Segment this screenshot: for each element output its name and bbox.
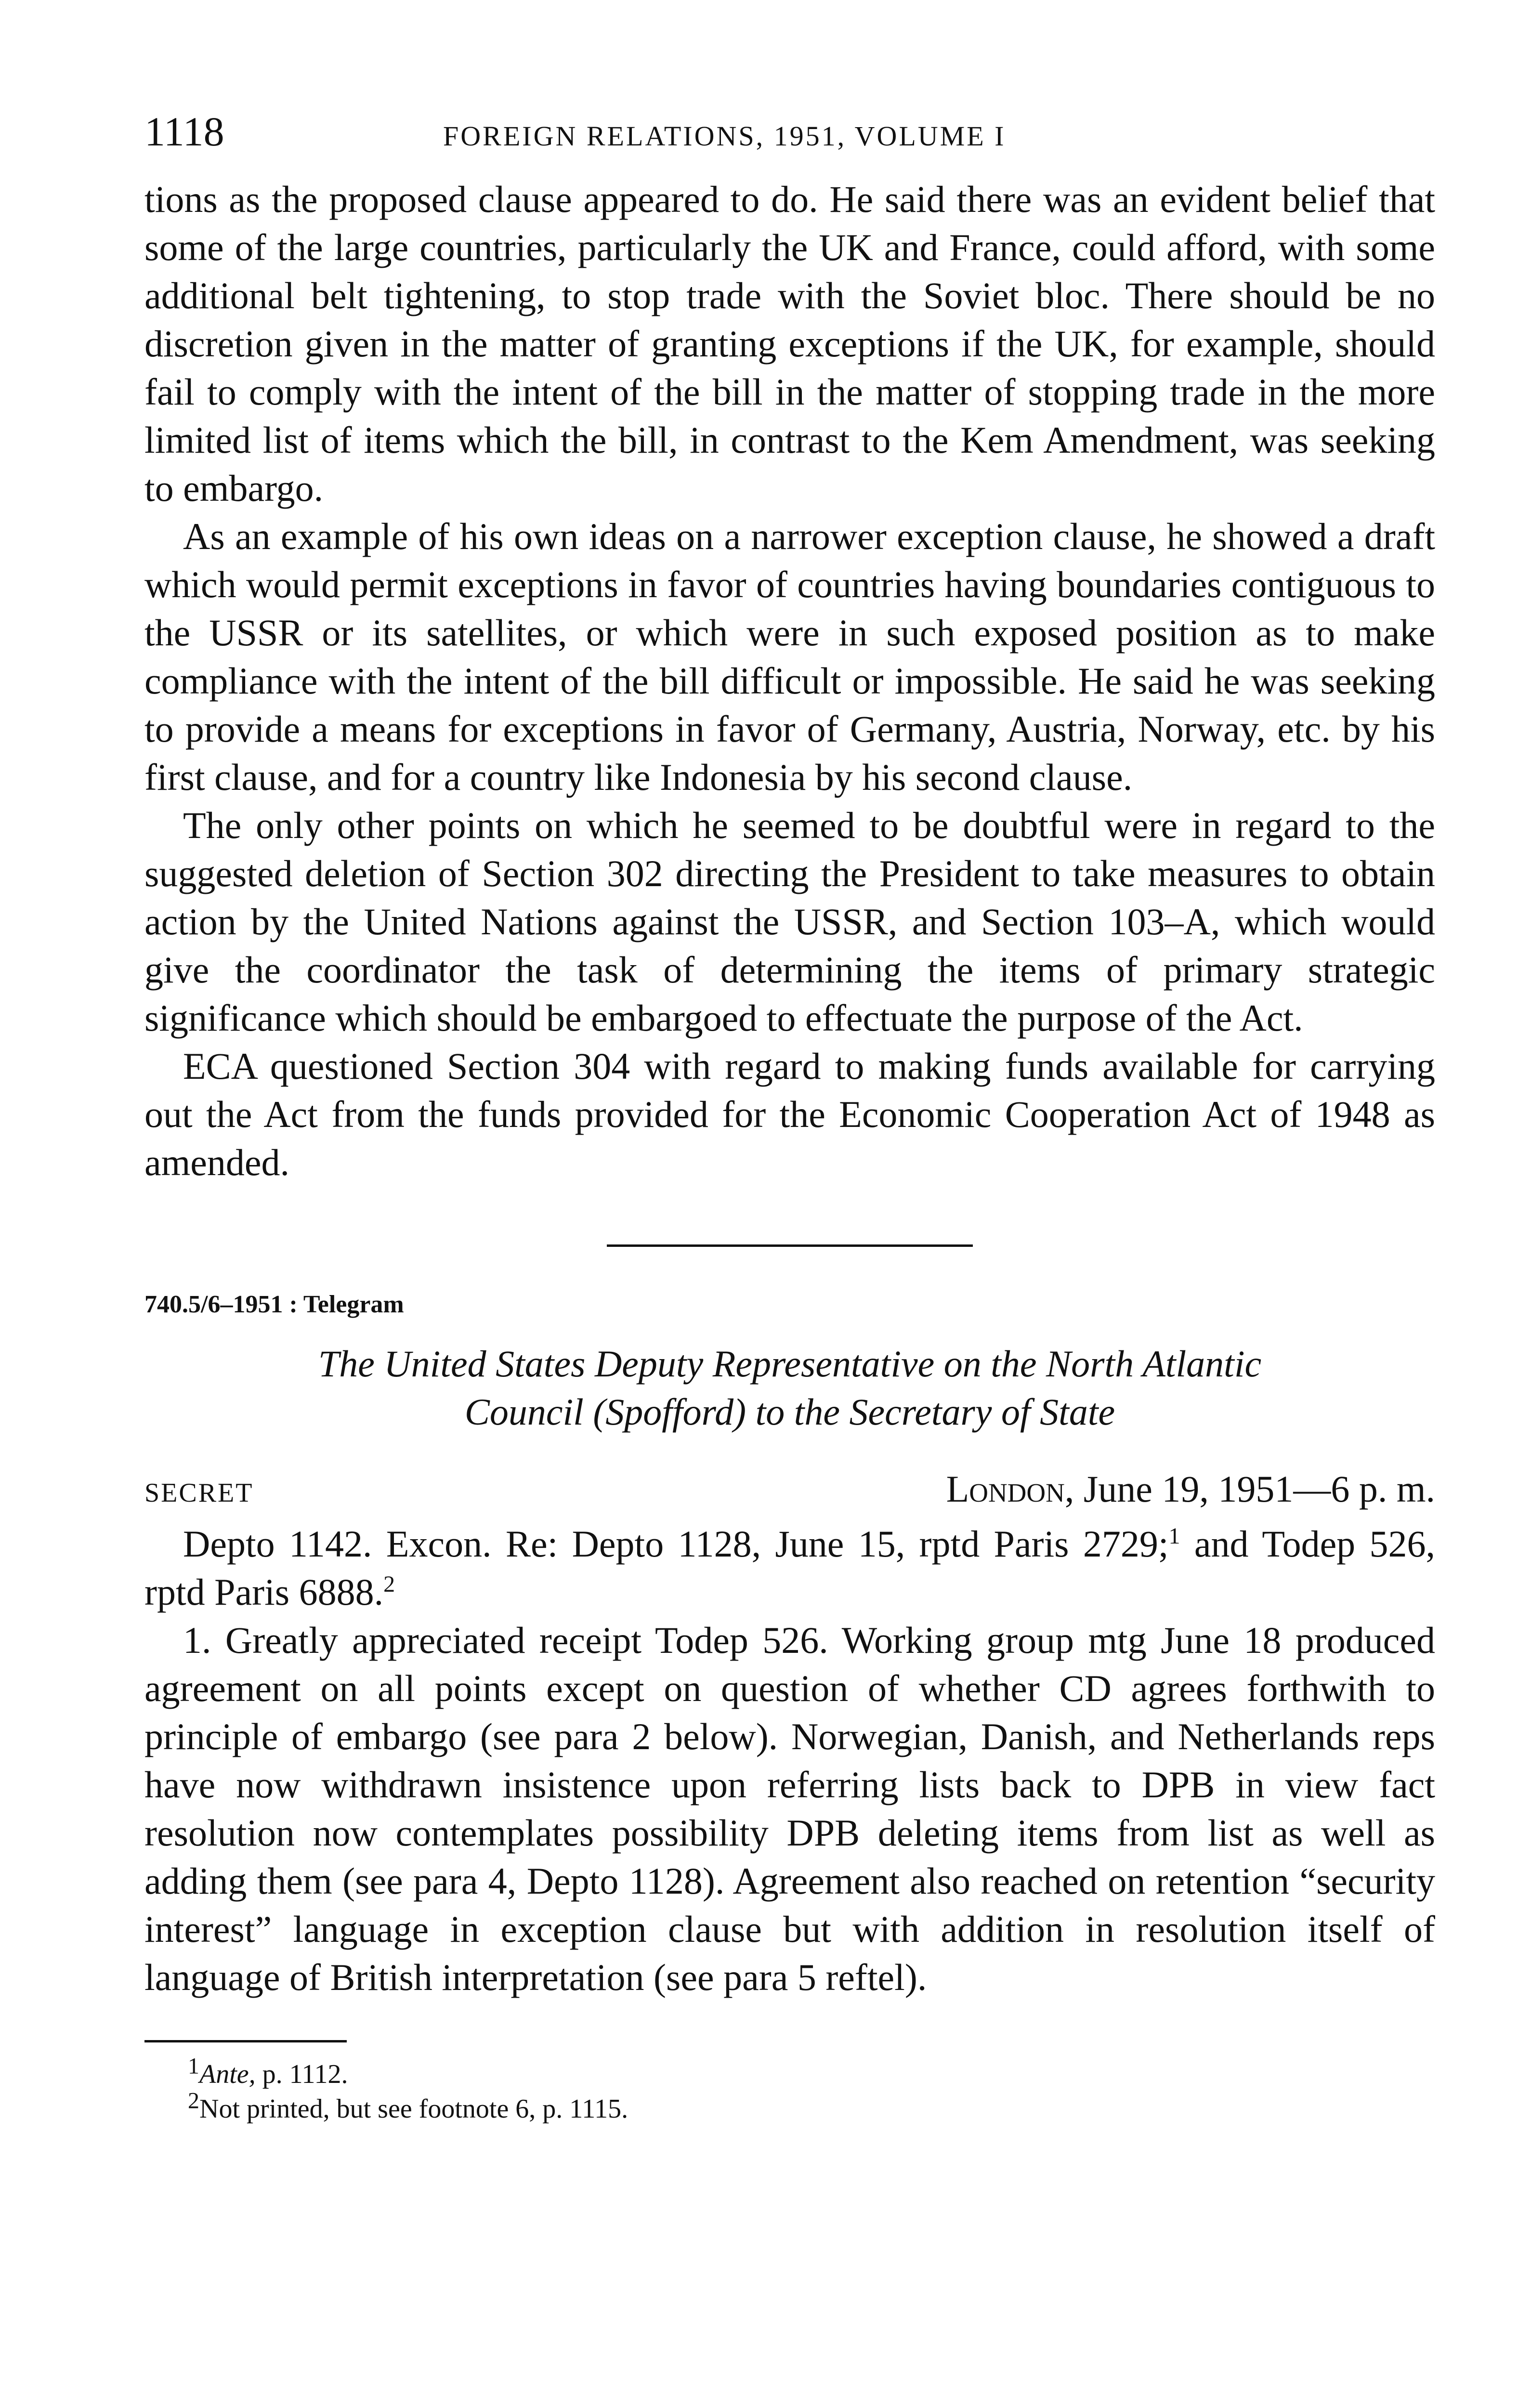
footnote-number: 2 — [188, 2088, 199, 2114]
classification-label: SECRET — [144, 1478, 254, 1508]
place: London, — [946, 1468, 1074, 1510]
document-title — [144, 1340, 1435, 1436]
running-title: FOREIGN RELATIONS, 1951, VOLUME I — [443, 120, 1006, 152]
footnote-marker: 2 — [383, 1571, 395, 1597]
place-and-date — [946, 1465, 1435, 1513]
page-number: 1118 — [144, 108, 224, 155]
body-paragraph-continued: tions as the proposed clause appeared to do. He said there was an evident belief that some of the large countries, particularly the UK and France, could afford, with some additional belt tightening, to stop trade with the Soviet bloc. There should be no discretion given in the matter of granting exceptions if the UK, for example, should fail to comply with the intent of the bill in the matter of stopping trade in the more limited list of items which the bill, in contrast to the Kem Amendment, was seeking to embargo. — [144, 178, 1435, 509]
reference-text: Depto 1142. Excon. Re: Depto 1128, June 15, rptd Paris 2729; — [183, 1523, 1169, 1565]
section-divider — [607, 1244, 973, 1247]
footnote-number: 1 — [188, 2053, 199, 2079]
footnote — [188, 2088, 1435, 2126]
body-paragraph: ECA questioned Section 304 with regard to making funds available for carrying out the Act from the funds provided for the Economic Cooperation Act of 1948 as amended. — [144, 1045, 1435, 1183]
footnote — [188, 2053, 1435, 2092]
footnote-italic: Ante, — [199, 2059, 256, 2089]
file-reference: 740.5/6–1951 : Telegram — [144, 1291, 404, 1318]
page — [144, 108, 1436, 2126]
footnote-text: p. 1112. — [255, 2059, 348, 2089]
running-header — [144, 108, 1435, 155]
document-title-line: Council (Spofford) to the Secretary of State — [464, 1391, 1115, 1433]
footnote-divider — [144, 2040, 347, 2042]
body-paragraph: As an example of his own ideas on a narrower exception clause, he showed a draft which would permit exceptions in favor of countries having boundaries contiguous to the USSR or its satellites, or which were in such exposed position as to make compliance with the intent of the bill difficult or impossible. He said he was seeking to provide a means for exceptions in favor of Germany, Austria, Norway, etc. by his first clause, and for a country like Indonesia by his second clause. — [144, 515, 1435, 798]
body-paragraph: The only other points on which he seemed to be doubtful were in regard to the suggested deletion of Section 302 directing the President to take measures to obtain action by the United Nations against the USSR, and Section 103–A, which would give the coordinator the task of determining the items of primary strategic significance which should be embargoed to effectuate the purpose of the Act. — [144, 804, 1435, 1039]
reference-text: and Todep 526, rptd Paris 6888. — [144, 1523, 1436, 1613]
document-title-line: The United States Deputy Representative on the North Atlantic — [318, 1343, 1262, 1385]
footnote-marker: 1 — [1168, 1523, 1180, 1549]
telegram-reference-paragraph — [144, 1520, 1435, 1616]
footnote-text: Not printed, but see footnote 6, p. 1115. — [199, 2094, 628, 2124]
telegram-paragraph: 1. Greatly appreciated receipt Todep 526. Working group mtg June 18 produced agreement on all points except on question of whether CD agrees forthwith to principle of embargo (see para 2 below). Norwegian, Danish, and Netherlands reps have now withdrawn insistence upon referring lists back to DPB in view fact resolution now contemplates possibility DPB deleting items from list as well as adding them (see para 4, Depto 1128). Agreement also reached on retention “security interest” language in exception clause but with addition in resolution itself of language of British interpretation (see para 5 reftel). — [144, 1619, 1435, 1998]
date: June 19, 1951—6 p. m. — [1083, 1468, 1435, 1510]
dateline — [144, 1465, 1435, 1517]
